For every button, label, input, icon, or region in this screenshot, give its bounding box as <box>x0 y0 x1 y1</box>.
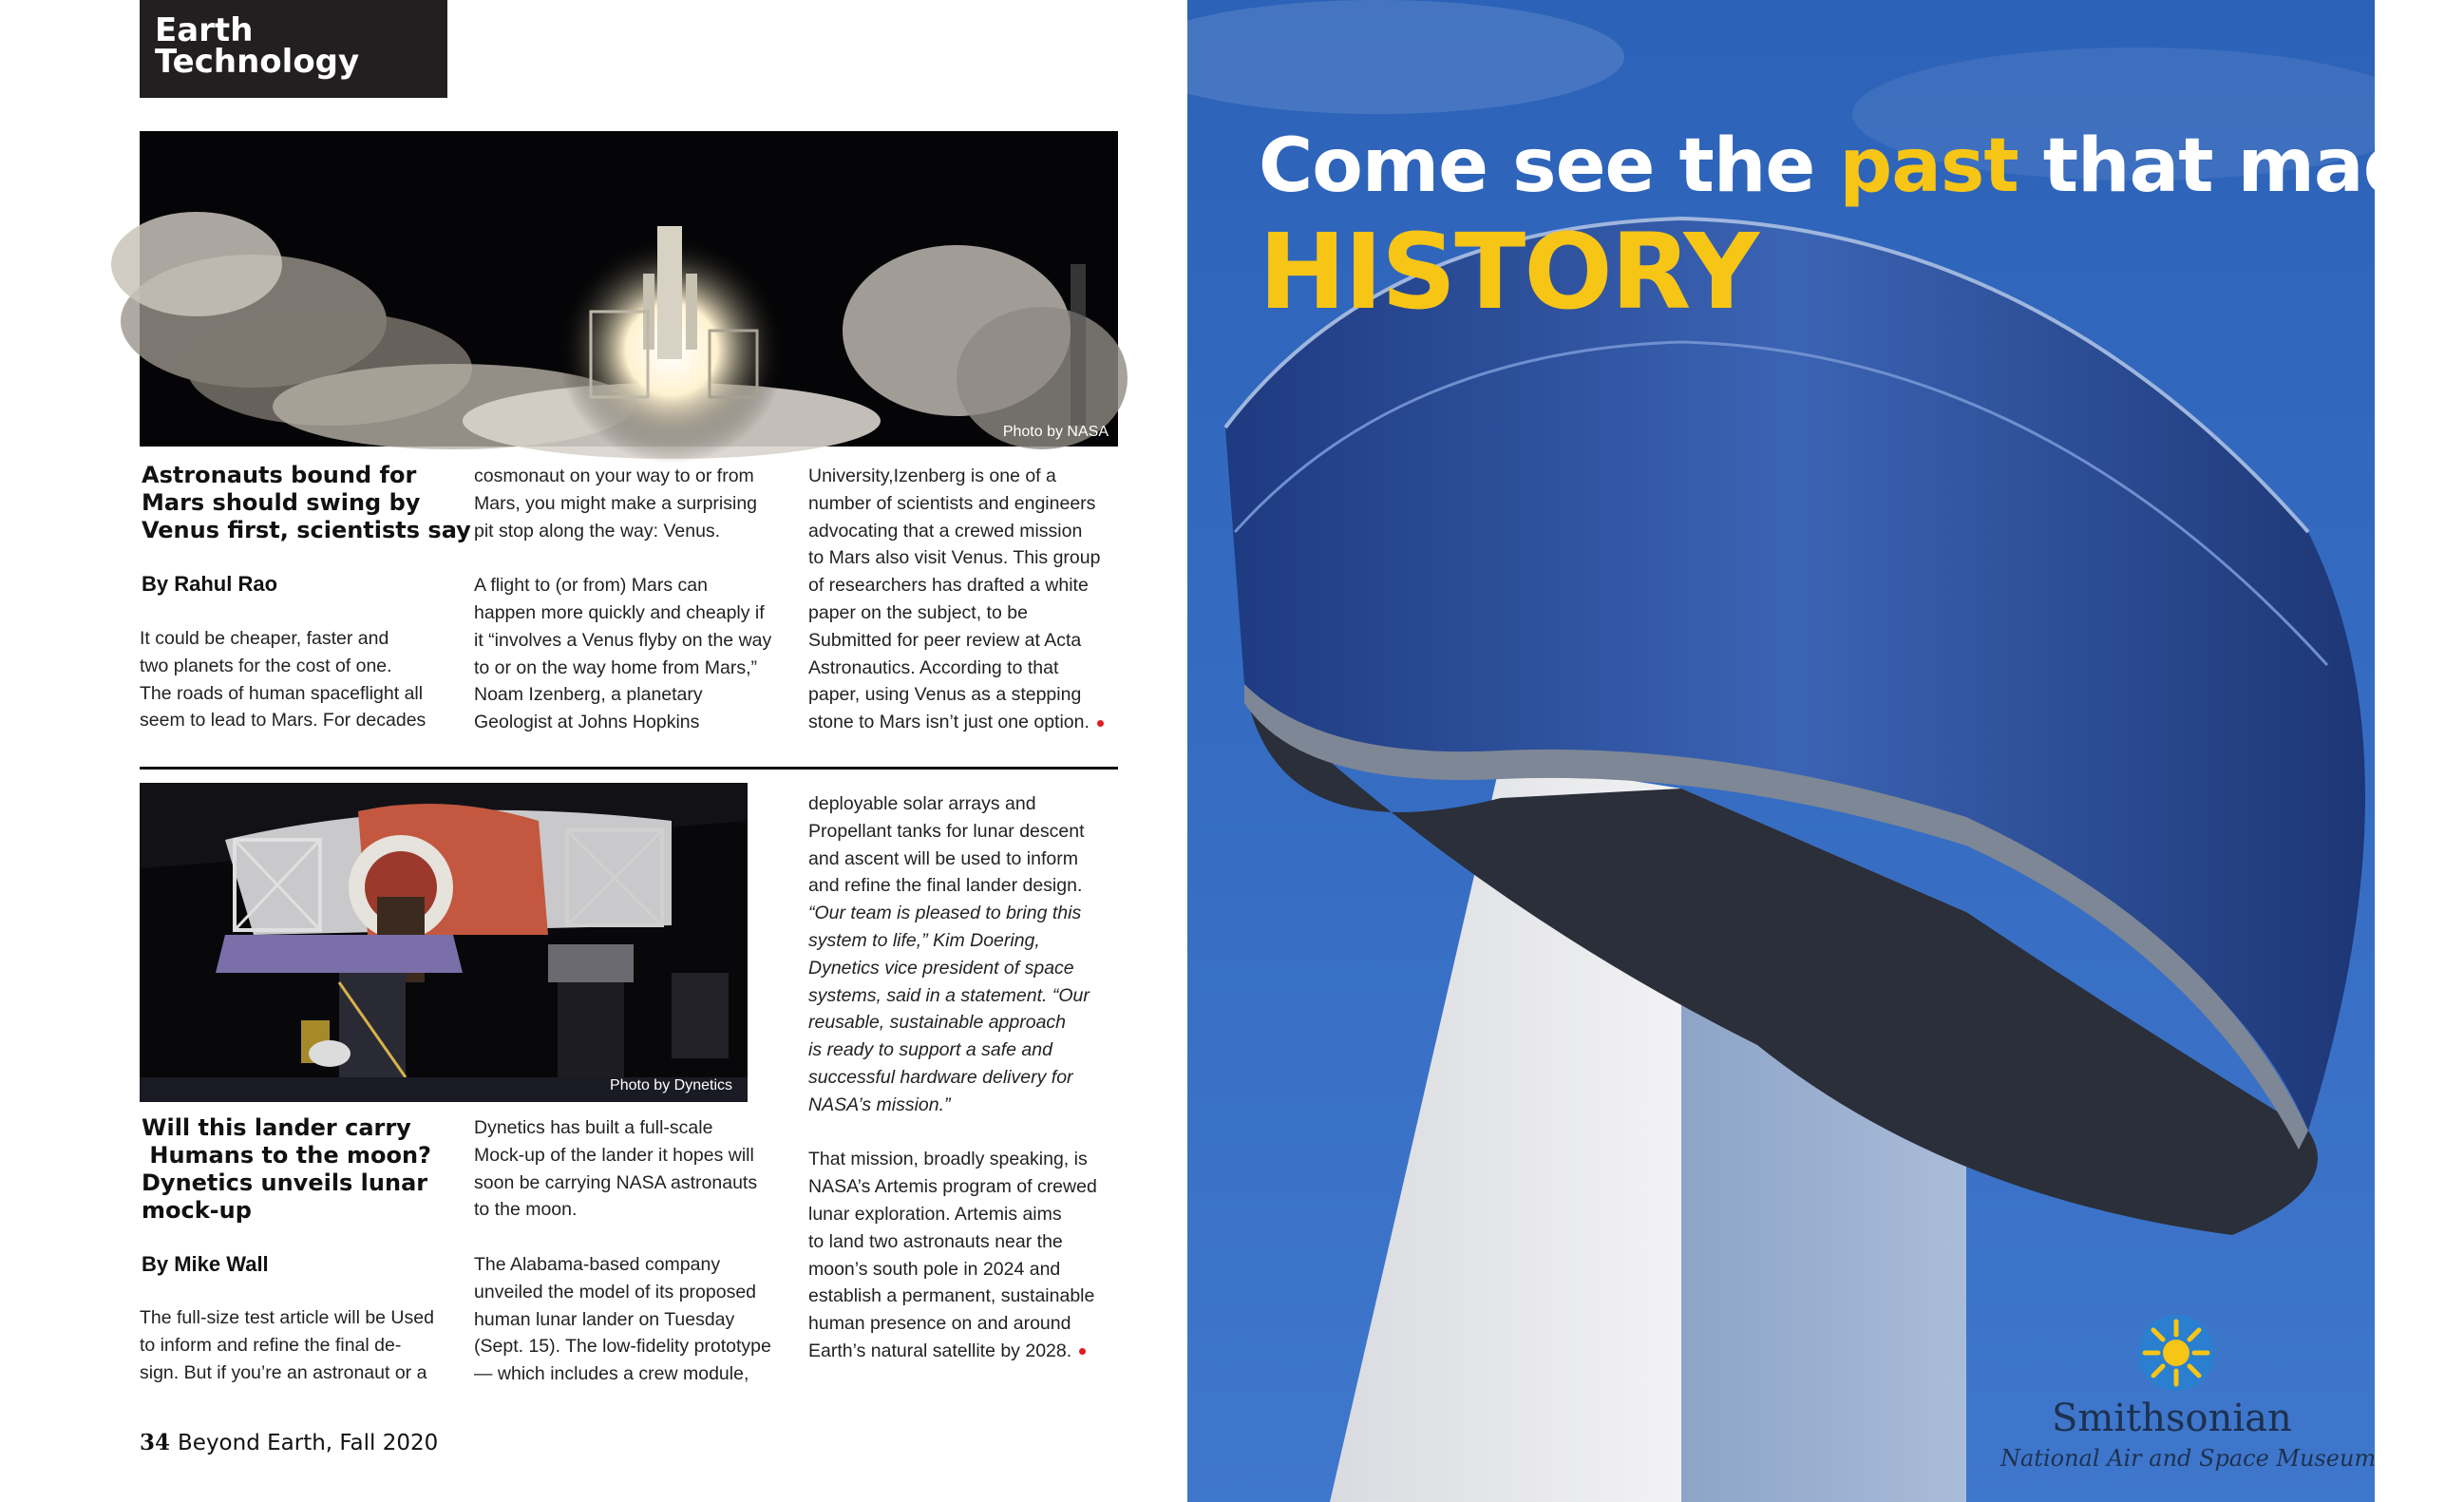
text-line: to or on the way home from Mars,” <box>474 656 758 678</box>
text-line: The Alabama-based company <box>474 1253 721 1275</box>
text-line: paper, using Venus as a stepping <box>808 684 1082 706</box>
shuttle-launch-image <box>140 131 1118 447</box>
end-mark-icon <box>1079 1348 1086 1355</box>
text-line: to land two astronauts near the <box>808 1230 1063 1252</box>
ad-headline-history: HISTORY <box>1259 211 1758 333</box>
text-line: Geologist at Johns Hopkins <box>474 712 700 733</box>
text-line: The full-size test article will be Used <box>140 1307 434 1328</box>
text-line: NASA’s mission.” <box>808 1093 951 1115</box>
text-line: lunar exploration. Artemis aims <box>808 1203 1062 1225</box>
headline-line: Astronauts bound for <box>142 462 417 488</box>
text-line: Earth’s natural satellite by 2028. <box>808 1340 1072 1361</box>
shuttle-launch-photo <box>140 131 1118 447</box>
text-line: happen more quickly and cheaply if <box>474 601 765 623</box>
lander-mockup-photo <box>140 783 748 1102</box>
text-line: seem to lead to Mars. For decades <box>140 710 426 732</box>
text-line: of researchers has drafted a white <box>808 575 1089 597</box>
ad-headline-line1 <box>1259 124 2464 209</box>
article1-headline <box>142 462 471 544</box>
headline-line: mock-up <box>142 1197 252 1224</box>
text-line: The roads of human spaceflight all <box>140 682 424 704</box>
article2-headline <box>142 1114 431 1225</box>
text-line: Mars, you might make a surprising <box>474 492 758 514</box>
text-line: cosmonaut on your way to or from <box>474 466 754 486</box>
text-line: human presence on and around <box>808 1313 1071 1335</box>
text-line: sign. But if you’re an astronaut or a <box>140 1361 427 1383</box>
end-mark-icon <box>1097 720 1104 727</box>
text-line: Propellant tanks for lunar descent <box>808 820 1085 842</box>
headline-line: Mars should swing by <box>142 489 421 516</box>
article1-col2 <box>474 463 771 736</box>
text-line: It could be cheaper, faster and <box>140 628 389 649</box>
text-line: to the moon. <box>474 1199 578 1221</box>
text-line: A flight to (or from) Mars can <box>474 575 708 597</box>
text-line: reusable, sustainable approach <box>808 1012 1067 1034</box>
section-tag <box>140 0 447 98</box>
section-tag-line1: Earth <box>155 11 254 49</box>
text-line: number of scientists and engineers <box>808 492 1096 514</box>
text-line: successful hardware delivery for <box>808 1066 1073 1088</box>
text-line: to Mars also visit Venus. This group <box>808 547 1101 569</box>
text-line: and ascent will be used to inform <box>808 847 1078 869</box>
article1-byline: By Rahul Rao <box>142 572 278 596</box>
article2-byline: By Mike Wall <box>142 1252 269 1276</box>
text-line: Mock-up of the lander it hopes will <box>474 1144 754 1166</box>
section-tag-line2: Technology <box>155 43 360 81</box>
article1-col1 <box>140 625 426 734</box>
text-line: pit stop along the way: Venus. <box>474 520 721 542</box>
smithsonian-wordmark: Smithsonian <box>2052 1397 2292 1440</box>
text-line: Dynetics vice president of space <box>808 957 1074 979</box>
article2-col3 <box>808 790 1097 1365</box>
photo-credit-nasa: Photo by NASA <box>1002 424 1109 440</box>
headline-line: Humans to the moon? <box>142 1142 431 1169</box>
article2-col1 <box>140 1304 434 1386</box>
text-line: establish a permanent, sustainable <box>808 1285 1095 1307</box>
text-line: NASA’s Artemis program of crewed <box>808 1176 1097 1198</box>
headline-line: Will this lander carry <box>142 1114 411 1141</box>
article2-col2 <box>474 1114 771 1388</box>
publication-name: Beyond Earth, Fall 2020 <box>178 1431 439 1455</box>
text-line: Astronautics. According to that <box>808 656 1059 678</box>
text-line: — which includes a crew module, <box>474 1363 749 1385</box>
page-number: 34 <box>140 1430 171 1455</box>
dynetics-quote <box>808 900 1097 1118</box>
text-line: paper on the subject, to be <box>808 601 1028 623</box>
lander-mockup-image <box>140 783 748 1102</box>
text-line: Submitted for peer review at Acta <box>808 629 1082 651</box>
headline-line: Dynetics unveils lunar <box>142 1169 428 1196</box>
text-line: Dynetics has built a full-scale <box>474 1117 713 1138</box>
text-line: it “involves a Venus flyby on the way <box>474 629 772 651</box>
text-line: is ready to support a safe and <box>808 1039 1052 1061</box>
text-line: That mission, broadly speaking, is <box>808 1149 1088 1170</box>
text-line: soon be carrying NASA astronauts <box>474 1171 758 1193</box>
article-divider <box>140 767 1118 770</box>
text-line: systems, said in a statement. “Our <box>808 984 1090 1006</box>
text-line: (Sept. 15). The low-fidelity prototype <box>474 1336 771 1358</box>
ad-headline-part: that made <box>2018 124 2464 209</box>
page-folio <box>140 1430 438 1455</box>
text-line: human lunar lander on Tuesday <box>474 1308 735 1330</box>
text-line: Noam Izenberg, a planetary <box>474 684 703 706</box>
text-line: unveiled the model of its proposed <box>474 1281 757 1302</box>
text-line: system to life,” Kim Doering, <box>808 929 1040 951</box>
ad-headline-part: Come see the <box>1259 124 1840 209</box>
text-line: University,Izenberg is one of a <box>808 466 1056 486</box>
text-line: to inform and refine the final de- <box>140 1334 402 1356</box>
photo-credit-dynetics: Photo by Dynetics <box>610 1077 732 1093</box>
smithsonian-sun-icon <box>2137 1314 2215 1392</box>
text-line: stone to Mars isn’t just one option. <box>808 712 1090 733</box>
text-line: advocating that a crewed mission <box>808 520 1083 542</box>
text-line: deployable solar arrays and <box>808 793 1036 814</box>
article1-col3 <box>808 463 1104 736</box>
museum-name: National Air and Space Museum <box>2000 1445 2377 1472</box>
text-line: moon’s south pole in 2024 and <box>808 1258 1061 1280</box>
text-line: and refine the final lander design. <box>808 875 1083 897</box>
ad-headline-highlight: past <box>1839 124 2019 209</box>
text-line: “Our team is pleased to bring this <box>808 903 1082 924</box>
headline-line: Venus first, scientists say <box>142 517 471 543</box>
text-line: two planets for the cost of one. <box>140 655 392 676</box>
